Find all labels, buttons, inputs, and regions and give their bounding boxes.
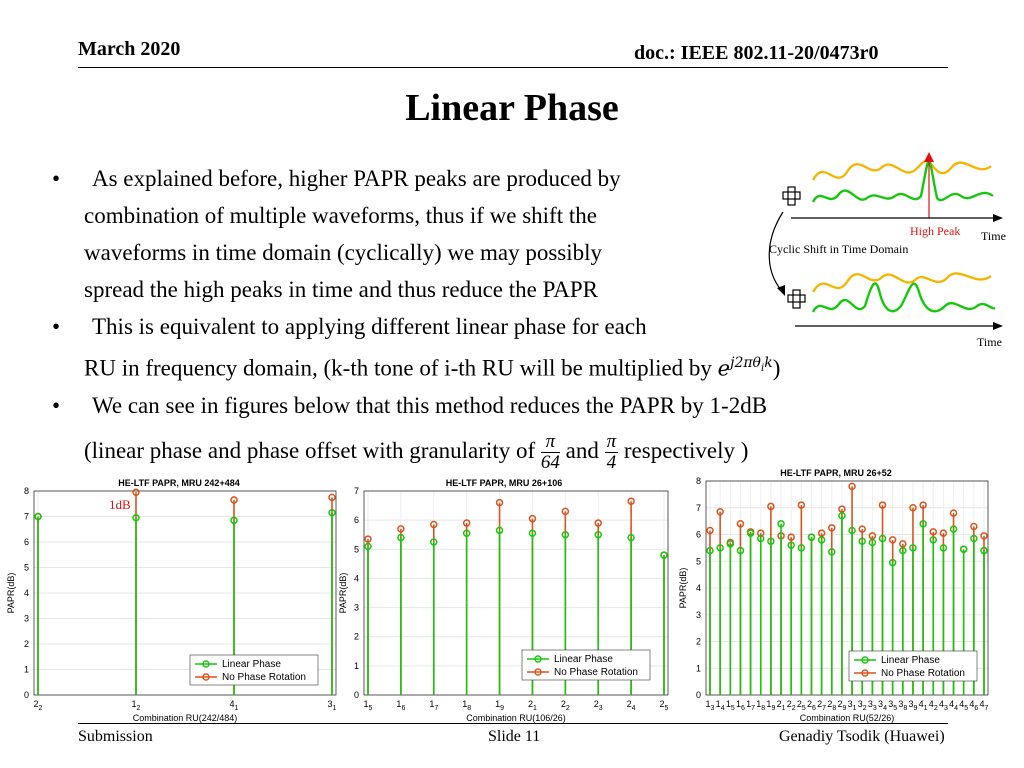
bullet-2-line-1: This is equivalent to applying different linear phase for each	[92, 314, 647, 339]
x-tick-label: $3_1$	[847, 699, 857, 712]
time-axis-bottom-arrow-icon	[993, 322, 1003, 330]
bullet-dot-2: •	[52, 314, 61, 339]
y-tick-label: 0	[353, 690, 359, 700]
annotation-1db: 1dB	[109, 497, 131, 512]
y-tick-label: 1	[695, 663, 701, 674]
x-tick-label: $1_9$	[766, 699, 776, 712]
x-tick-label: $1_6$	[396, 699, 406, 712]
bullet-dot-3: •	[52, 393, 61, 418]
bullet-2-line-2-text: RU in frequency domain, (k-th tone of i-th RU will be multiplied by	[84, 355, 712, 381]
x-tick-label: $4_5$	[959, 699, 969, 712]
x-tick-label: $2_2$	[560, 699, 570, 712]
y-tick-label: 2	[353, 631, 359, 642]
formula-base: e	[717, 356, 731, 381]
formula-close-paren: )	[772, 355, 781, 381]
x-tick-label: $2_4$	[626, 699, 636, 712]
bullet-1-line-4: spread the high peaks in time and thus reduce the PAPR	[84, 277, 599, 302]
y-tick-label: 8	[695, 476, 701, 486]
y-tick-label: 7	[353, 486, 359, 496]
legend-entry: No Phase Rotation	[554, 667, 638, 678]
y-tick-label: 8	[23, 486, 29, 496]
chart-legend	[522, 650, 650, 680]
bullet-1-line-2: combination of multiple waveforms, thus if we shift the	[84, 203, 597, 228]
x-tick-label: $2_5$	[659, 699, 669, 712]
x-tick-label: $2_1$	[527, 699, 537, 712]
x-tick-label: $2_2$	[786, 699, 796, 712]
x-tick-label: $1_7$	[746, 699, 756, 712]
header-doc-id: doc.: IEEE 802.11-20/0473r0	[634, 42, 879, 64]
x-tick-label: $3_9$	[908, 699, 918, 712]
y-tick-label: 4	[23, 588, 29, 598]
bullet-1-line-1: As explained before, higher PAPR peaks are produced by	[92, 166, 621, 191]
x-tick-label: $1_2$	[131, 699, 141, 712]
x-tick-label: $1_8$	[756, 699, 766, 712]
x-tick-label: $3_1$	[327, 699, 337, 712]
x-tick-label: $4_3$	[938, 699, 948, 712]
y-tick-label: 5	[23, 562, 29, 573]
x-tick-label: $2_5$	[796, 699, 806, 712]
y-tick-label: 5	[695, 556, 701, 567]
y-tick-label: 3	[23, 613, 29, 624]
x-tick-label: $1_9$	[495, 699, 505, 712]
header-rule	[78, 67, 948, 68]
y-tick-label: 6	[695, 529, 701, 540]
x-tick-label: $1_5$	[363, 699, 373, 712]
y-tick-label: 0	[695, 690, 701, 700]
x-tick-label: $2_7$	[817, 699, 827, 712]
chart-mru-26-106	[336, 475, 676, 725]
time-label-bottom: Time	[977, 335, 1002, 349]
chart-legend	[190, 655, 318, 685]
chart-title: HE-LTF PAPR, MRU 26+52	[780, 468, 892, 478]
x-tick-label: $4_1$	[918, 699, 928, 712]
y-axis-label: PAPR(dB)	[678, 567, 688, 609]
x-tick-label: $2_3$	[593, 699, 603, 712]
fraction-pi-64: $\frac{\pi}{64}$	[540, 431, 560, 474]
y-tick-label: 3	[353, 602, 359, 613]
x-tick-label: $1_5$	[725, 699, 735, 712]
x-tick-label: $1_4$	[715, 699, 725, 712]
x-tick-label: $1_3$	[705, 699, 715, 712]
y-tick-label: 1	[23, 664, 29, 675]
bullet-3-line-2: (linear phase and phase offset with granularity of $\frac{\pi}{64}$ and $\frac{\pi}{4}$ respectively )	[84, 431, 749, 474]
cyclic-shift-diagram	[755, 140, 1024, 355]
chart-legend	[849, 651, 977, 681]
x-tick-label: $4_1$	[229, 699, 239, 712]
legend-entry: No Phase Rotation	[881, 668, 965, 679]
plus-icon-top	[783, 187, 800, 205]
time-label-top: Time	[981, 229, 1006, 243]
x-tick-label: $3_4$	[878, 699, 887, 712]
green-wave-top	[813, 160, 993, 202]
high-peak-marker-icon	[924, 152, 934, 162]
x-axis-label: Combination RU(106/26)	[466, 713, 566, 723]
y-axis-label: PAPR(dB)	[338, 572, 348, 614]
y-tick-label: 0	[23, 690, 29, 700]
cyclic-shift-label: Cyclic Shift in Time Domain	[769, 242, 909, 256]
x-tick-label: $3_2$	[857, 699, 867, 712]
time-axis-top-arrow-icon	[993, 214, 1003, 222]
y-tick-label: 2	[695, 636, 701, 647]
y-tick-label: 2	[23, 639, 29, 649]
high-peak-label: High Peak	[910, 224, 961, 238]
footer-submission: Submission	[78, 728, 153, 745]
y-tick-label: 6	[23, 537, 29, 547]
y-tick-label: 3	[695, 609, 701, 620]
y-axis-label: PAPR(dB)	[6, 572, 16, 614]
chart-title: HE-LTF PAPR, MRU 26+106	[445, 478, 563, 488]
y-tick-label: 7	[23, 511, 29, 522]
yellow-wave-top	[813, 161, 991, 180]
slide-title: Linear Phase	[405, 87, 619, 129]
footer-slide-number: Slide 11	[488, 728, 541, 745]
x-tick-label: $2_9$	[837, 699, 847, 712]
bullet-3-line-1: We can see in figures below that this method reduces the PAPR by 1-2dB	[92, 393, 768, 418]
footer-rule	[78, 723, 948, 724]
chart-title: HE-LTF PAPR, MRU 242+484	[118, 478, 240, 488]
x-tick-label: $3_5$	[888, 699, 898, 712]
x-axis-label: Combination RU(242/484)	[132, 713, 238, 723]
chart-mru-26-52	[676, 465, 994, 725]
bullet-2-line-2	[84, 345, 780, 388]
plus-icon-bottom	[788, 290, 805, 308]
legend-entry: Linear Phase	[881, 655, 940, 666]
header-date: March 2020	[78, 38, 181, 60]
legend-entry: No Phase Rotation	[222, 672, 306, 683]
x-tick-label: $1_6$	[735, 699, 745, 712]
legend-entry: Linear Phase	[222, 659, 281, 670]
x-tick-label: $1_8$	[462, 699, 472, 712]
y-tick-label: 4	[695, 583, 701, 593]
x-tick-label: $3_8$	[898, 699, 908, 712]
y-tick-label: 7	[695, 502, 701, 513]
x-tick-label: $4_6$	[969, 699, 979, 712]
formula-exponent: j2πθik	[730, 355, 773, 374]
x-tick-label: $2_1$	[776, 699, 786, 712]
x-tick-label: $2_6$	[807, 699, 816, 712]
yellow-wave-bottom	[813, 273, 991, 292]
x-tick-label: $2_2$	[33, 699, 43, 712]
x-tick-label: $4_2$	[928, 699, 938, 712]
y-tick-label: 5	[353, 544, 359, 555]
chart-mru-242-484	[4, 475, 344, 725]
footer-author: Genadiy Tsodik (Huawei)	[779, 728, 945, 745]
x-tick-label: $2_8$	[827, 699, 837, 712]
bullet-1-line-3: waveforms in time domain (cyclically) we may possibly	[84, 240, 603, 265]
x-tick-label: $3_3$	[867, 699, 877, 712]
x-axis-label: Combination RU(52/26)	[799, 713, 895, 723]
bullet-dot-1: •	[52, 166, 61, 191]
y-tick-label: 4	[353, 573, 359, 584]
fraction-pi-4: $\frac{\pi}{4}$	[606, 431, 617, 474]
x-tick-label: $1_7$	[429, 699, 439, 712]
y-tick-label: 1	[353, 660, 359, 671]
legend-entry: Linear Phase	[554, 654, 613, 665]
y-tick-label: 6	[353, 515, 359, 526]
x-tick-label: $4_7$	[979, 699, 989, 712]
x-tick-label: $4_4$	[949, 699, 959, 712]
